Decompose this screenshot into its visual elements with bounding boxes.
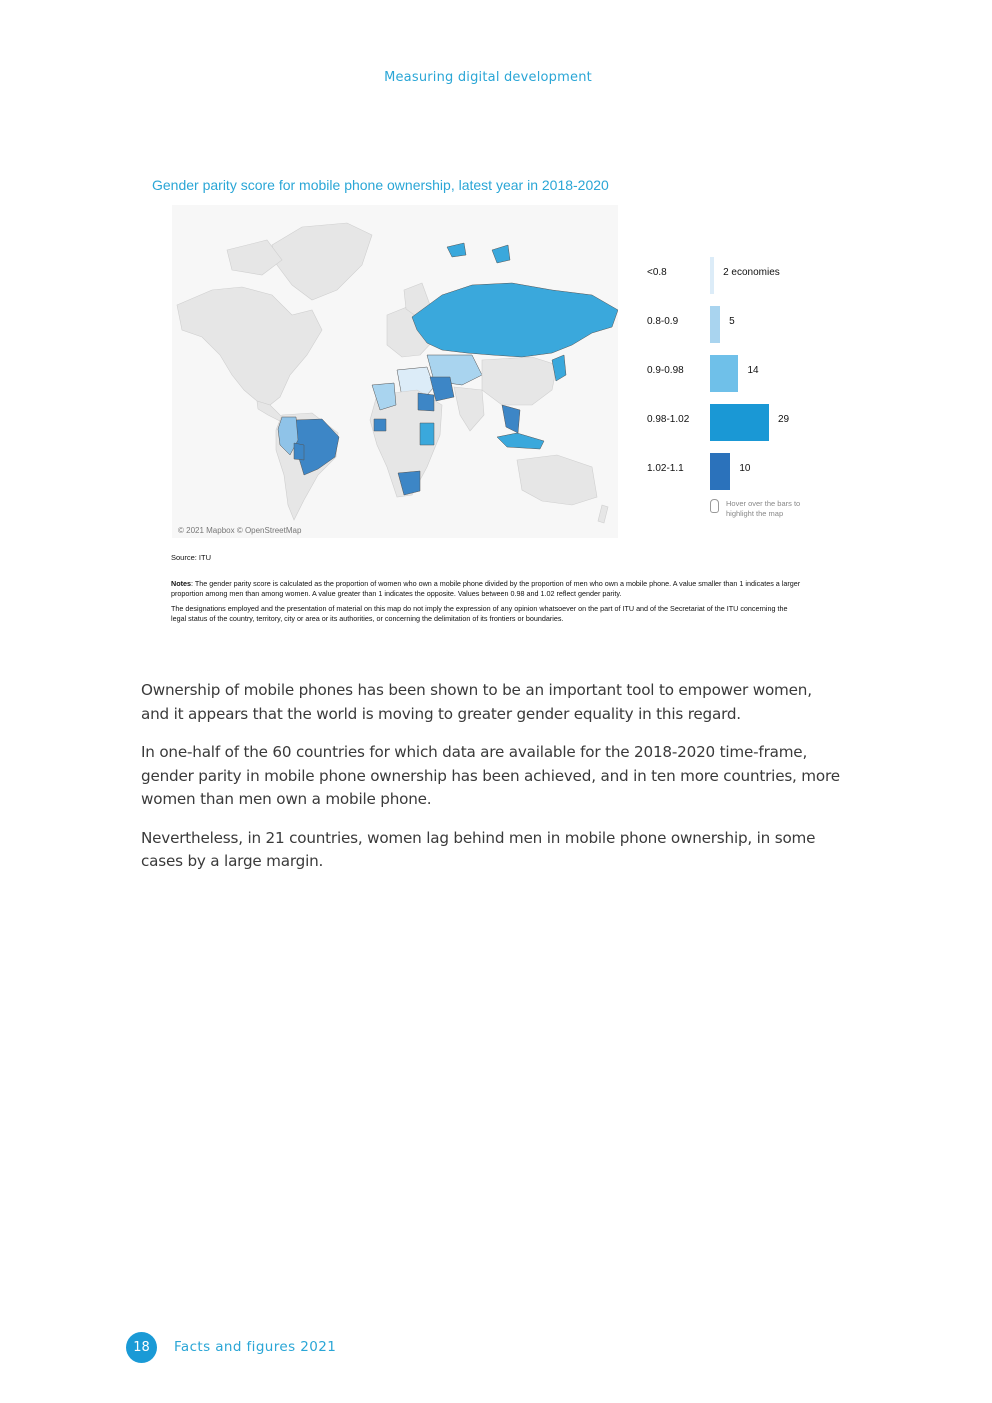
- legend-bar[interactable]: [710, 453, 730, 490]
- body-text: [141, 679, 843, 889]
- figure-notes: [171, 579, 801, 629]
- legend-category: 0.98-1.02: [647, 414, 690, 425]
- page-number-badge: 18: [126, 1332, 157, 1363]
- figure-source: Source: ITU: [171, 553, 212, 562]
- legend-count: 10: [739, 463, 751, 474]
- legend-count: 2 economies: [723, 267, 780, 278]
- legend-count: 14: [747, 365, 759, 376]
- legend-category: 0.9-0.98: [647, 365, 684, 376]
- pointer-hand-icon: [710, 499, 719, 513]
- legend-category: 0.8-0.9: [647, 316, 679, 327]
- world-map-graphic: [172, 205, 618, 538]
- legend-bar[interactable]: [710, 355, 738, 392]
- legend-row-0-98-1-02[interactable]: [646, 402, 846, 442]
- legend-count: 5: [729, 316, 735, 327]
- legend-row-lt-0-8[interactable]: [646, 255, 846, 295]
- hover-hint-text: Hover over the bars to highlight the map: [726, 499, 801, 518]
- legend-category: 1.02-1.1: [647, 463, 684, 474]
- body-paragraph: In one-half of the 60 countries for which data are available for the 2018-2020 time-frame, gender parity in mobile phone ownership has been achieved, and in ten more countries, more women than men own a mobile phone.: [141, 743, 840, 808]
- legend-row-0-9-0-98[interactable]: [646, 353, 846, 393]
- legend-count: 29: [778, 414, 790, 425]
- notes-paragraph: [171, 579, 801, 598]
- world-map[interactable]: [172, 205, 618, 538]
- legend-bar[interactable]: [710, 257, 714, 294]
- legend-bar[interactable]: [710, 306, 720, 343]
- legend-bar[interactable]: [710, 404, 769, 441]
- notes-label: Notes: [171, 579, 191, 588]
- legend-row-0-8-0-9[interactable]: [646, 304, 846, 344]
- body-paragraph: Ownership of mobile phones has been shown to be an important tool to empower women, and it appears that the world is moving to greater gender equality in this regard.: [141, 681, 812, 723]
- figure-title: Gender parity score for mobile phone ownership, latest year in 2018-2020: [152, 177, 609, 193]
- notes-text: : The gender parity score is calculated as the proportion of women who own a mobile phone divided by the proportion of men who own a mobile phone. A value smaller than 1 indicates a larger proportion among men than among women. A value greater than 1 indicates the opposite. Values between 0.98 and 1.02 reflect gender parity.: [171, 579, 801, 598]
- legend-bar-chart: [646, 255, 846, 525]
- east-africa-region: [420, 423, 434, 445]
- egypt-region: [418, 393, 434, 411]
- map-credit: © 2021 Mapbox © OpenStreetMap: [178, 526, 302, 535]
- legend-row-1-02-1-1[interactable]: [646, 451, 846, 491]
- west-africa-region: [374, 419, 386, 431]
- body-paragraph: Nevertheless, in 21 countries, women lag behind men in mobile phone ownership, in some cases by a large margin.: [141, 828, 816, 870]
- footer-publication: Facts and figures 2021: [174, 1339, 337, 1355]
- running-header: Measuring digital development: [384, 70, 592, 85]
- legend-category: <0.8: [647, 267, 667, 278]
- disclaimer-paragraph: The designations employed and the presentation of material on this map do not imply the expression of any opinion whatsoever on the part of ITU and of the Secretariat of the ITU concerning the legal status of the country, territory, city or area or its authorities, or concerning the delimitation of its frontiers or boundaries.: [171, 604, 788, 623]
- bolivia-region: [294, 443, 304, 460]
